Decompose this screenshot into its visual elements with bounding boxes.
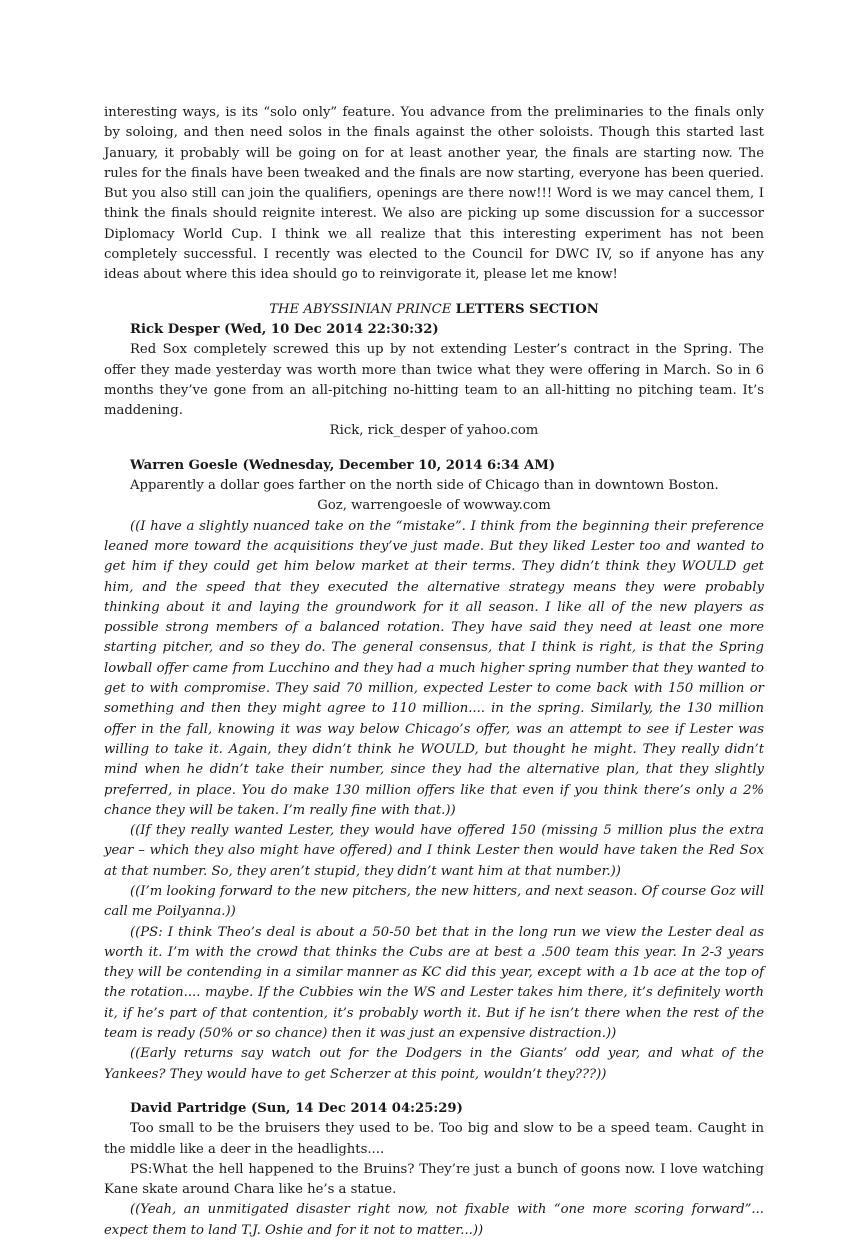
letter-body: Too small to be the bruisers they used to be. Too big and slow to be a speed team. Caught in the middle like a deer in the headlights....	[104, 1121, 764, 1157]
section-title-bold: LETTERS SECTION	[455, 301, 599, 317]
letter-signature: Goz, warrengoesle of wowway.com	[317, 498, 551, 514]
page-content	[104, 103, 764, 1241]
editor-reply: ((If they really wanted Lester, they would have offered 150 (missing 5 million plus the extra year – which they also might have offered) and I think Lester then would have taken the Red Sox at that number. So, they aren’t stupid, they didn’t want him at that number.))	[104, 823, 764, 879]
editor-reply: ((Early returns say watch out for the Dodgers in the Giants’ odd year, and what of the Yankees? They would have to get Scherzer at this point, wouldn’t they???))	[104, 1046, 764, 1082]
letters-section-title	[104, 300, 764, 320]
editor-reply: ((PS: I think Theo’s deal is about a 50-50 bet that in the long run we view the Lester deal as worth it. I’m with the crowd that thinks the Cubs are at best a .500 team this year. In 2-3 years they will be contending in a similar manner as KC did this year, except with a 1b ace at the top of the rotation.... maybe. If the Cubbies win the WS and Lester takes him there, it’s definitely worth it, if he’s part of that contention, it’s probably worth it. But if he isn’t there when the rest of the team is ready (50% or so chance) then it was just an expensive distraction.))	[104, 924, 764, 1042]
editor-reply: ((I’m looking forward to the new pitchers, the new hitters, and next season. Of course Goz will call me Poilyanna.))	[104, 883, 764, 920]
letter-header: Rick Desper (Wed, 10 Dec 2014 22:30:32)	[130, 321, 439, 337]
letter-signature: Rick, rick_desper of yahoo.com	[329, 423, 539, 439]
letter-body-postscript: PS:What the hell happened to the Bruins? They’re just a bunch of goons now. I love watching Kane skate around Chara like he’s a statue.	[104, 1161, 764, 1198]
letter-header: Warren Goesle (Wednesday, December 10, 2014 6:34 AM)	[130, 457, 556, 473]
letter-body: Red Sox completely screwed this up by not extending Lester’s contract in the Spring. The offer they made yesterday was worth more than twice what they were offering in March. So in 6 months they’ve gone from an all-pitching no-hitting team to an all-hitting no pitching team. It’s maddening.	[104, 342, 764, 419]
letter-body: Apparently a dollar goes farther on the north side of Chicago than in downtown Boston.	[130, 478, 719, 494]
editor-reply: ((Yeah, an unmitigated disaster right now, not fixable with “one more scoring forward”... expect them to land T.J. Oshie and for it not to matter...))	[104, 1202, 764, 1238]
section-title-italic: THE ABYSSINIAN PRINCE	[269, 301, 452, 317]
letter-header: David Partridge (Sun, 14 Dec 2014 04:25:29)	[130, 1100, 463, 1116]
intro-paragraph: interesting ways, is its “solo only” feature. You advance from the preliminaries to the finals only by soloing, and then need solos in the finals against the other soloists. Though this started last January, it probably will be going on for at least another year, the finals are starting now. The rules for the finals have been tweaked and the finals are now starting, everyone has been queried. But you also still can join the qualifiers, openings are there now!!! Word is we may cancel them, I think the finals should reignite interest. We also are picking up some discussion for a successor Diplomacy World Cup. I think we all realize that this interesting experiment has not been completely successful. I recently was elected to the Council for DWC IV, so if anyone has any ideas about where this idea should go to reinvigorate it, please let me know!	[104, 105, 764, 283]
editor-reply: ((I have a slightly nuanced take on the “mistake”. I think from the beginning their preference leaned more toward the acquisitions they’ve just made. But they liked Lester too and wanted to get him if they could get him below market at their terms. They didn’t think they WOULD get him, and the speed that they executed the alternative strategy means they were probably thinking about it and laying the groundwork for it all season. I like all of the new players as possible strong members of a balanced rotation. They have said they need at least one more starting pitcher, and so they do. The general consensus, that I think is right, is that the Spring lowball offer came from Lucchino and they had a much higher spring number that they wanted to get to with compromise. They said 70 million, expected Lester to come back with 150 million or something and then they might agree to 110 million.... in the spring. Similarly, the 130 million offer in the fall, knowing it was way below Chicago’s offer, was an attempt to see if Lester was willing to take it. Again, they didn’t think he WOULD, but thought he might. They really didn’t mind when he didn’t take their number, since they had the alternative plan, that they slightly preferred, in place. You do make 130 million offers like that even if you think there’s only a 2% chance they will be taken. I’m really fine with that.))	[104, 518, 764, 818]
